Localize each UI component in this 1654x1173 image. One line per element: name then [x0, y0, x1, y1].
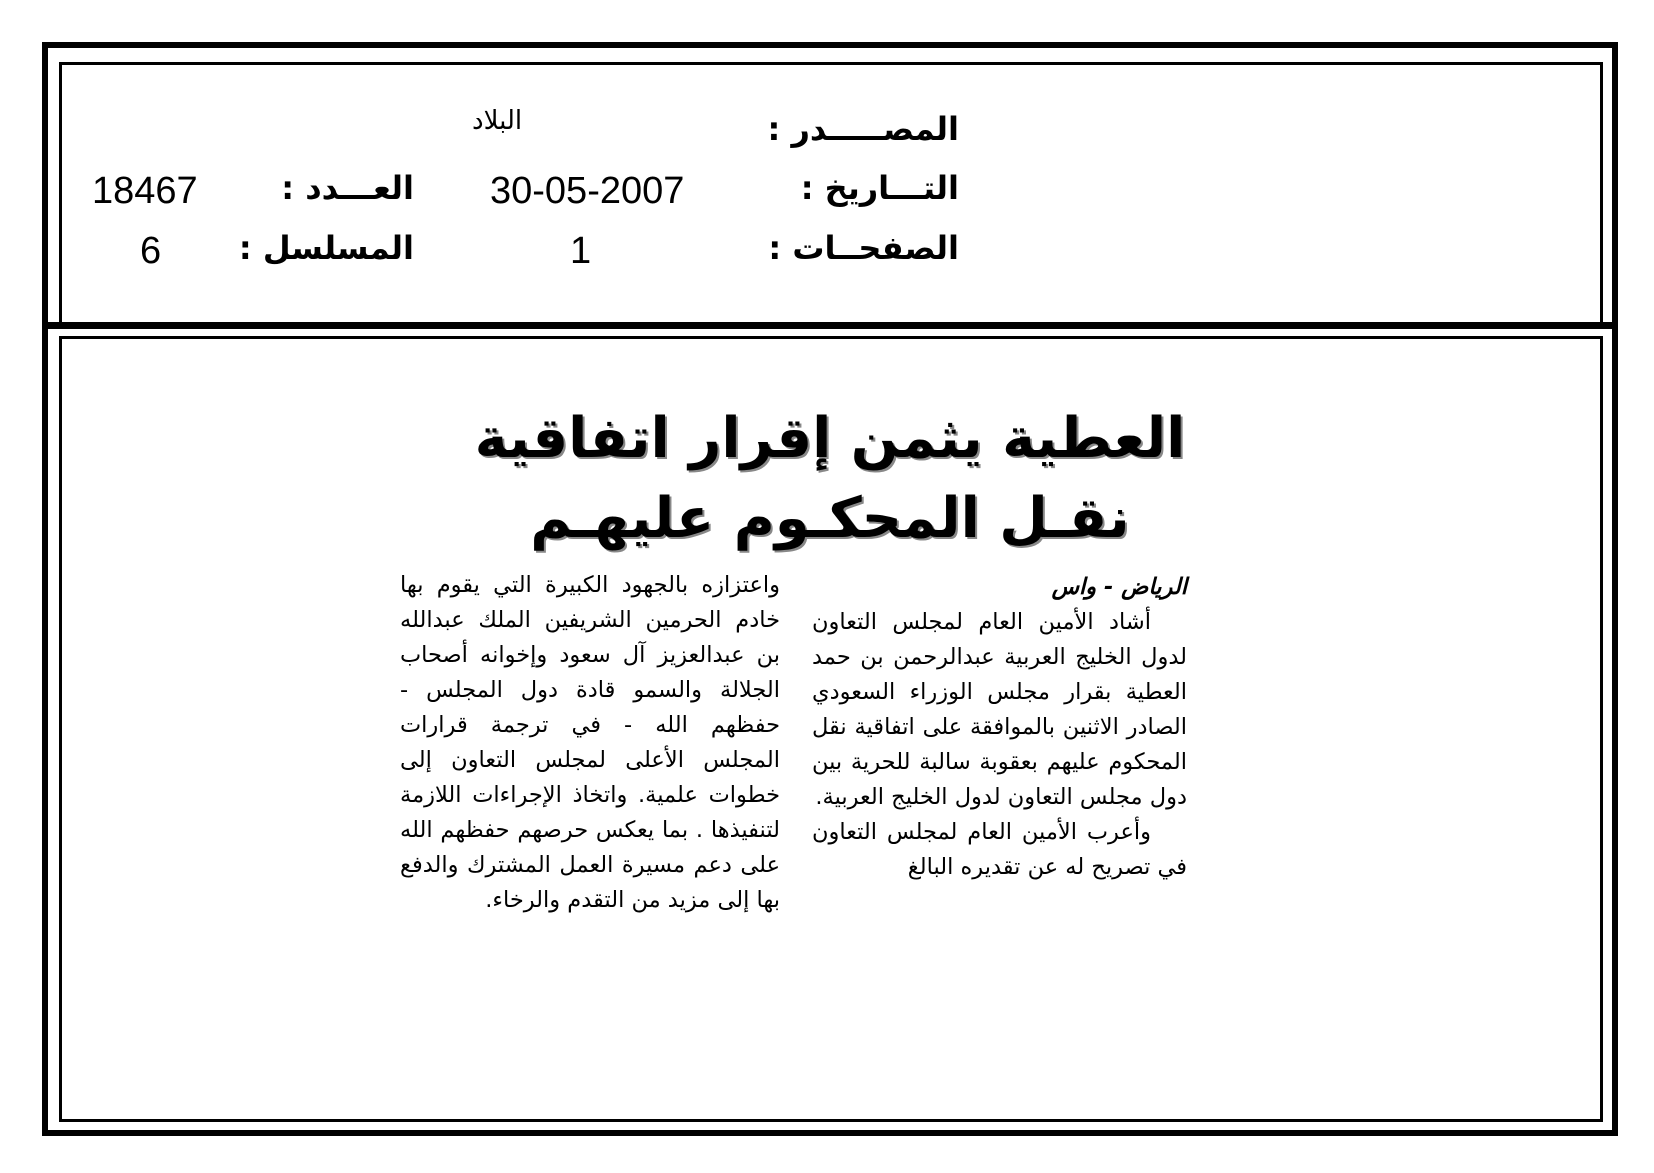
- pages-label: الصفحــات :: [768, 229, 959, 267]
- article-column-right: [812, 570, 1187, 885]
- header-divider: [48, 322, 1612, 329]
- serial-label: المسلسل :: [238, 229, 414, 267]
- issue-label: العـــدد :: [281, 169, 414, 207]
- column1-paragraph-1: أشاد الأمين العام لمجلس التعاون لدول الخليج العربية عبدالرحمن بن حمد العطية بقرار مجلس الوزراء السعودي الصادر الاثنين بالموافقة على اتفاقية نقل المحكوم عليهم بعقوبة سالبة للحرية بين دول مجلس التعاون لدول الخليج العربية.: [812, 609, 1187, 810]
- headline-line-2: نقـل المحكـوم عليهـم: [530, 486, 1130, 551]
- serial-value: 6: [140, 230, 162, 272]
- pages-value: 1: [570, 230, 592, 272]
- date-value: 30-05-2007: [490, 170, 685, 212]
- issue-value: 18467: [92, 170, 198, 212]
- dateline: الرياض - واس: [1051, 574, 1187, 600]
- column1-paragraph-2: وأعرب الأمين العام لمجلس التعاون في تصريح له عن تقديره البالغ: [812, 819, 1187, 880]
- source-label: المصـــــدر :: [767, 110, 959, 148]
- date-label: التـــاريخ :: [800, 169, 959, 207]
- source-value: البلاد: [472, 106, 523, 136]
- column2-paragraph-1: واعتزازه بالجهود الكبيرة التي يقوم بها خادم الحرمين الشريفين الملك عبدالله بن عبدالعزيز آل سعود وإخوانه أصحاب الجلالة والسمو قادة دول المجلس - حفظهم الله - في ترجمة قرارات المجلس الأعلى لمجلس التعاون إلى خطوات علمية. واتخاذ الإجراءات اللازمة لتنفيذها . بما يعكس حرصهم حفظهم الله على دعم مسيرة العمل المشترك والدفع بها إلى مزيد من التقدم والرخاء.: [400, 572, 780, 913]
- article-column-left: [400, 568, 780, 918]
- headline-line-1: العطية يثمن إقرار اتفاقية: [474, 406, 1186, 471]
